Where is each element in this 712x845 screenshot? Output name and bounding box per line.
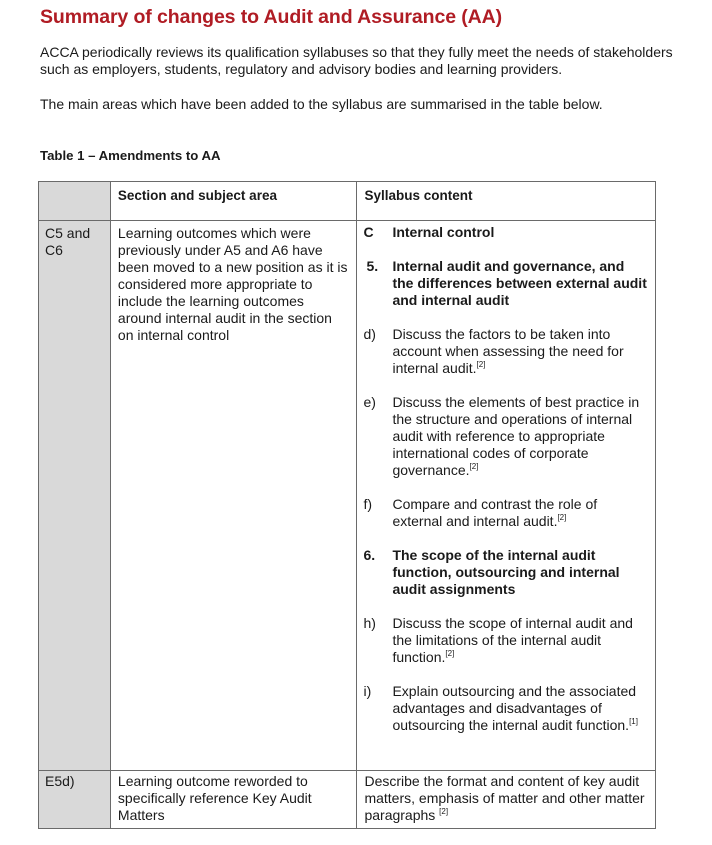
header-ref xyxy=(39,182,111,221)
intro-paragraph: ACCA periodically reviews its qualification syllabuses so that they fully meet the needs of stakeholders such as employers, students, regulatory and advisory bodies and learning providers. xyxy=(40,44,673,77)
item-label: h) xyxy=(363,615,376,631)
ref-marker: [2] xyxy=(469,462,479,471)
item-text: Discuss the scope of internal audit and the limitations of the internal audit function.[2] xyxy=(392,615,633,665)
row-ref-cell xyxy=(39,221,111,771)
row-ref-cell xyxy=(39,771,111,829)
header-syllabus: Syllabus content xyxy=(357,182,656,221)
item-text: Explain outsourcing and the associated advantages and disadvantages of outsourcing the internal audit function.[1] xyxy=(392,683,638,733)
table-header-row xyxy=(39,182,656,221)
row-syllabus-cell xyxy=(357,221,656,771)
ref-marker: [1] xyxy=(629,717,638,726)
row-syllabus: Describe the format and content of key audit matters, emphasis of matter and other matter paragraphs [2] xyxy=(364,773,645,823)
syllabus-item xyxy=(363,496,649,530)
item-text: Discuss the elements of best practice in the structure and operations of internal audit with reference to appropriate international codes of corporate governance.[2] xyxy=(392,394,640,478)
syllabus-item xyxy=(363,326,649,377)
item-label: i) xyxy=(363,683,372,699)
section-title: Internal control xyxy=(392,224,495,240)
item-label: e) xyxy=(363,394,376,410)
syllabus-item xyxy=(363,683,649,734)
table-row xyxy=(39,221,656,771)
header-section: Section and subject area xyxy=(110,182,357,221)
item-label: d) xyxy=(363,326,376,342)
ref-marker: [2] xyxy=(557,513,567,522)
item-text: Discuss the factors to be taken into account when assessing the need for internal audit.[2] xyxy=(392,326,624,376)
topic-title: The scope of the internal audit function, outsourcing and internal audit assignments xyxy=(392,547,620,597)
item-text: Compare and contrast the role of external and internal audit.[2] xyxy=(392,496,598,529)
amendments-table xyxy=(38,181,656,829)
topic-title: Internal audit and governance, and the differences between external audit and internal audit xyxy=(392,258,647,308)
row-section: Learning outcome reworded to specifically reference Key Audit Matters xyxy=(117,773,312,823)
topic-number: 6. xyxy=(363,547,376,563)
row-section-cell xyxy=(110,771,357,829)
topic-number: 5. xyxy=(366,258,379,274)
table-caption: Table 1 – Amendments to AA xyxy=(40,148,221,163)
summary-paragraph: The main areas which have been added to the syllabus are summarised in the table below. xyxy=(40,96,603,112)
table-row xyxy=(39,771,656,829)
row-ref: E5d) xyxy=(45,773,75,789)
syllabus-item xyxy=(363,394,649,479)
syllabus-item xyxy=(363,615,649,666)
ref-marker: [2] xyxy=(439,807,449,816)
section-label: C xyxy=(363,224,374,240)
row-syllabus-cell xyxy=(357,771,656,829)
topic-heading xyxy=(363,547,649,598)
item-label: f) xyxy=(363,496,373,512)
syllabus-section-heading xyxy=(363,224,649,241)
ref-marker: [2] xyxy=(445,649,455,658)
row-section: Learning outcomes which were previously under A5 and A6 have been moved to a new position as it is considered more appropriate to include the learning outcomes around internal audit in the section on internal control xyxy=(117,225,348,343)
topic-heading xyxy=(363,258,649,309)
row-ref: C5 and C6 xyxy=(45,225,91,258)
page-title: Summary of changes to Audit and Assurance (AA) xyxy=(40,6,503,28)
ref-marker: [2] xyxy=(476,360,486,369)
row-section-cell xyxy=(110,221,357,771)
